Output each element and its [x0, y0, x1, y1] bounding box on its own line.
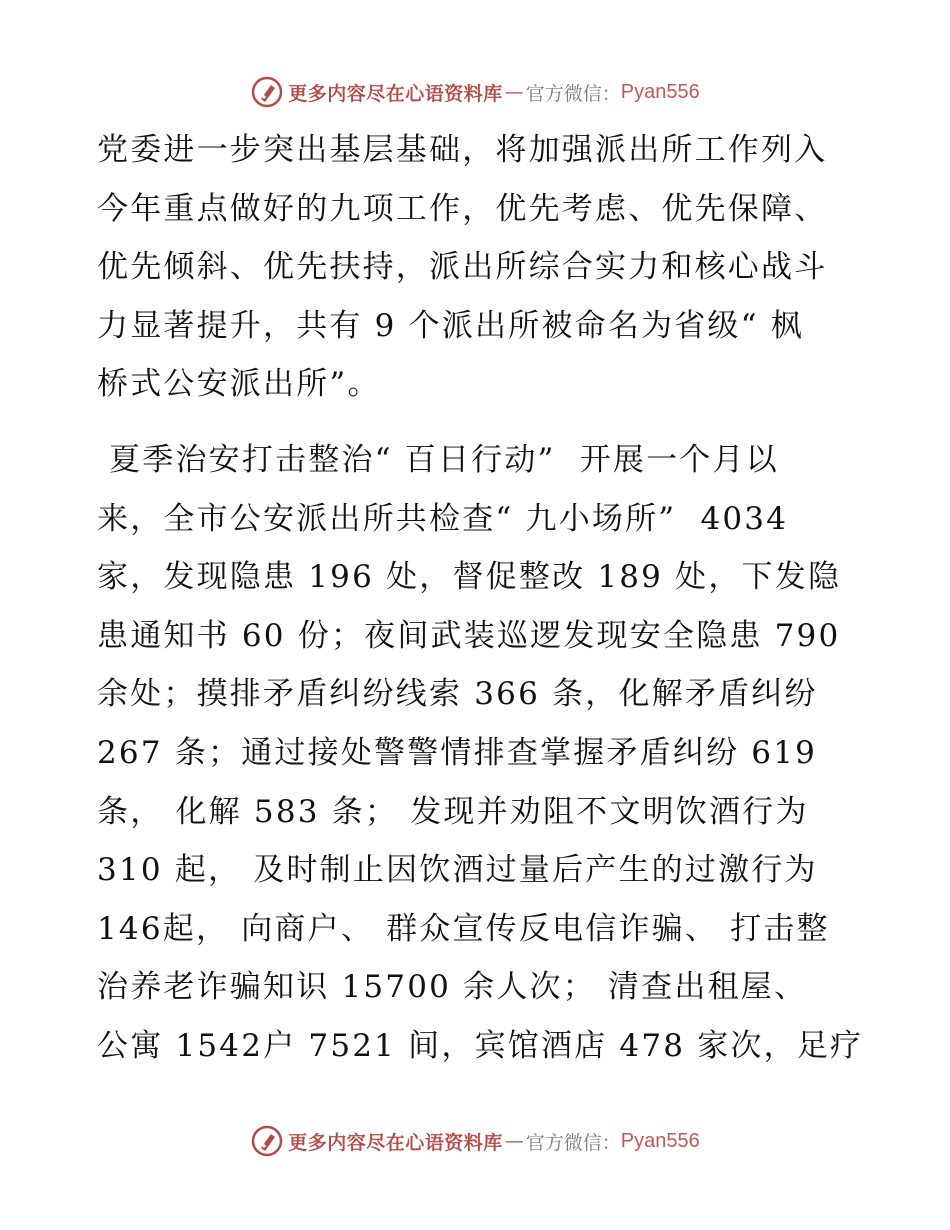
text-line: 治养老诈骗知识 15700 余人次； 清查出租屋、: [97, 969, 808, 1006]
text-line: 夏季治安打击整治“ 百日行动” 开展一个月以: [97, 441, 779, 478]
footer-dash: —: [504, 1130, 524, 1152]
header-brand-text: 更多内容尽在心语资料库: [288, 82, 503, 105]
text-line: 患通知书 60 份；夜间武装巡逻发现安全隐患 790: [97, 617, 841, 654]
paragraph-gap: [97, 414, 867, 431]
text-line: 桥式公安派出所”。: [97, 366, 381, 403]
text-line: 余处；摸排矛盾纠纷线索 366 条，化解矛盾纠纷: [97, 676, 818, 713]
text-line: 公寓 1542户 7521 间，宾馆酒店 478 家次，足疗: [97, 1027, 864, 1064]
pen-nib-logo-icon: [250, 75, 284, 109]
text-line: 条， 化解 583 条； 发现并劝阻不文明饮酒行为: [97, 793, 809, 830]
paragraph-1: [97, 121, 867, 414]
pen-nib-logo-icon: [250, 1124, 284, 1158]
text-line: 家，发现隐患 196 处，督促整改 189 处，下发隐: [97, 559, 842, 596]
text-line: 146起， 向商户、 群众宣传反电信诈骗、 打击整: [97, 910, 830, 947]
header-wechat-label: 官方微信：: [525, 82, 621, 105]
text-line: 267 条；通过接处警警情排查掌握矛盾纠纷 619: [97, 734, 818, 771]
footer-brand-text: 更多内容尽在心语资料库: [288, 1131, 503, 1154]
header-wechat-id: Pyan556: [620, 80, 700, 103]
document-body: [97, 121, 867, 1076]
text-line: 今年重点做好的九项工作，优先考虑、优先保障、: [97, 190, 828, 227]
header-dash: —: [504, 81, 524, 103]
paragraph-2: [97, 431, 867, 1076]
page-header-watermark: [0, 72, 950, 112]
text-line: 力显著提升，共有 9 个派出所被命名为省级“ 枫: [97, 307, 804, 344]
text-line: 310 起， 及时制止因饮酒过量后产生的过激行为: [97, 852, 818, 889]
footer-wechat-label: 官方微信：: [525, 1131, 621, 1154]
text-line: 党委进一步突出基层基础，将加强派出所工作列入: [97, 132, 828, 168]
text-line: 来，全市公安派出所共检查“ 九小场所” 4034: [97, 500, 789, 537]
page-footer-watermark: [0, 1121, 950, 1161]
text-line: 优先倾斜、优先扶持，派出所综合实力和核心战斗: [97, 249, 828, 286]
footer-wechat-id: Pyan556: [620, 1129, 700, 1152]
